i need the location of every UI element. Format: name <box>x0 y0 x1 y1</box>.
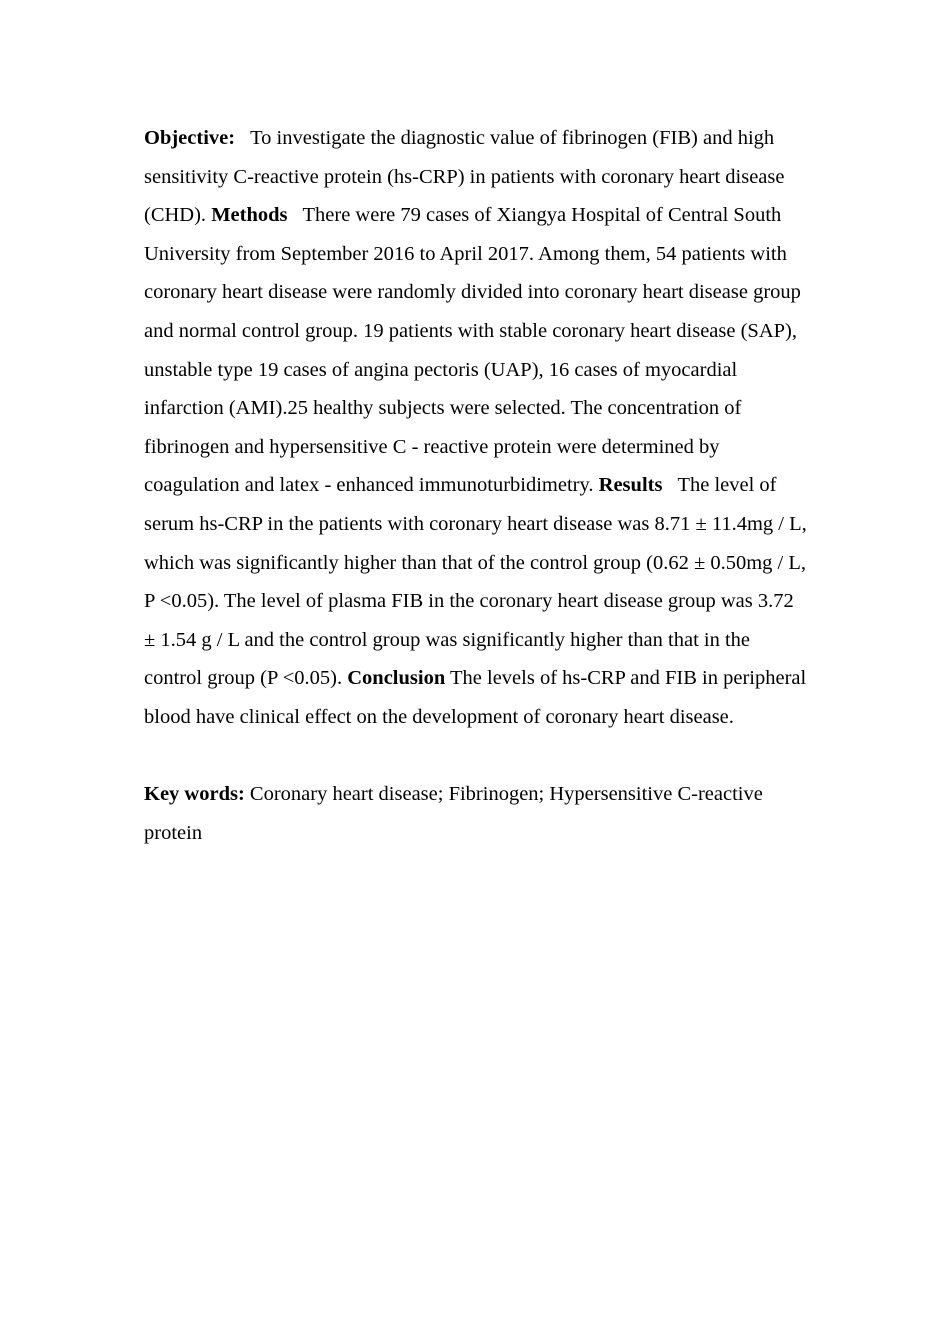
keywords-paragraph <box>144 775 809 852</box>
conclusion-text: The levels of hs-CRP and FIB in peripheral blood have clinical effect on the development of coronary heart disease. <box>144 667 807 728</box>
abstract-paragraph <box>144 119 809 737</box>
keywords-label: Key words: <box>144 783 245 806</box>
objective-text: To investigate the diagnostic value of fibrinogen (FIB) and high sensitivity C-reactive protein (hs-CRP) in patients with coronary heart disease (CHD). <box>144 127 785 227</box>
results-label: Results <box>598 474 663 497</box>
methods-label: Methods <box>211 204 288 227</box>
methods-text: There were 79 cases of Xiangya Hospital of Central South University from September 2016 to April 2017. Among them, 54 patients with coronary heart disease were randomly divided into coronary heart disease group and normal control group. 19 patients with stable coronary heart disease (SAP), unstable type 19 cases of angina pectoris (UAP), 16 cases of myocardial infarction (AMI).25 healthy subjects were selected. The concentration of fibrinogen and hypersensitive C - reactive protein were determined by coagulation and latex - enhanced immunoturbidimetry. <box>144 204 801 497</box>
results-text: The level of serum hs-CRP in the patients with coronary heart disease was 8.71 ± 11.4mg / L, which was significantly higher than that of the control group (0.62 ± 0.50mg / L, P <0.05). The level of plasma FIB in the coronary heart disease group was 3.72 ± 1.54 g / L and the control group was significantly higher than that in the control group (P <0.05). <box>144 474 807 690</box>
conclusion-label: Conclusion <box>347 667 446 690</box>
keywords-text: Coronary heart disease; Fibrinogen; Hypersensitive C-reactive protein <box>144 783 763 844</box>
document-page <box>144 119 809 852</box>
objective-label: Objective: <box>144 127 236 149</box>
